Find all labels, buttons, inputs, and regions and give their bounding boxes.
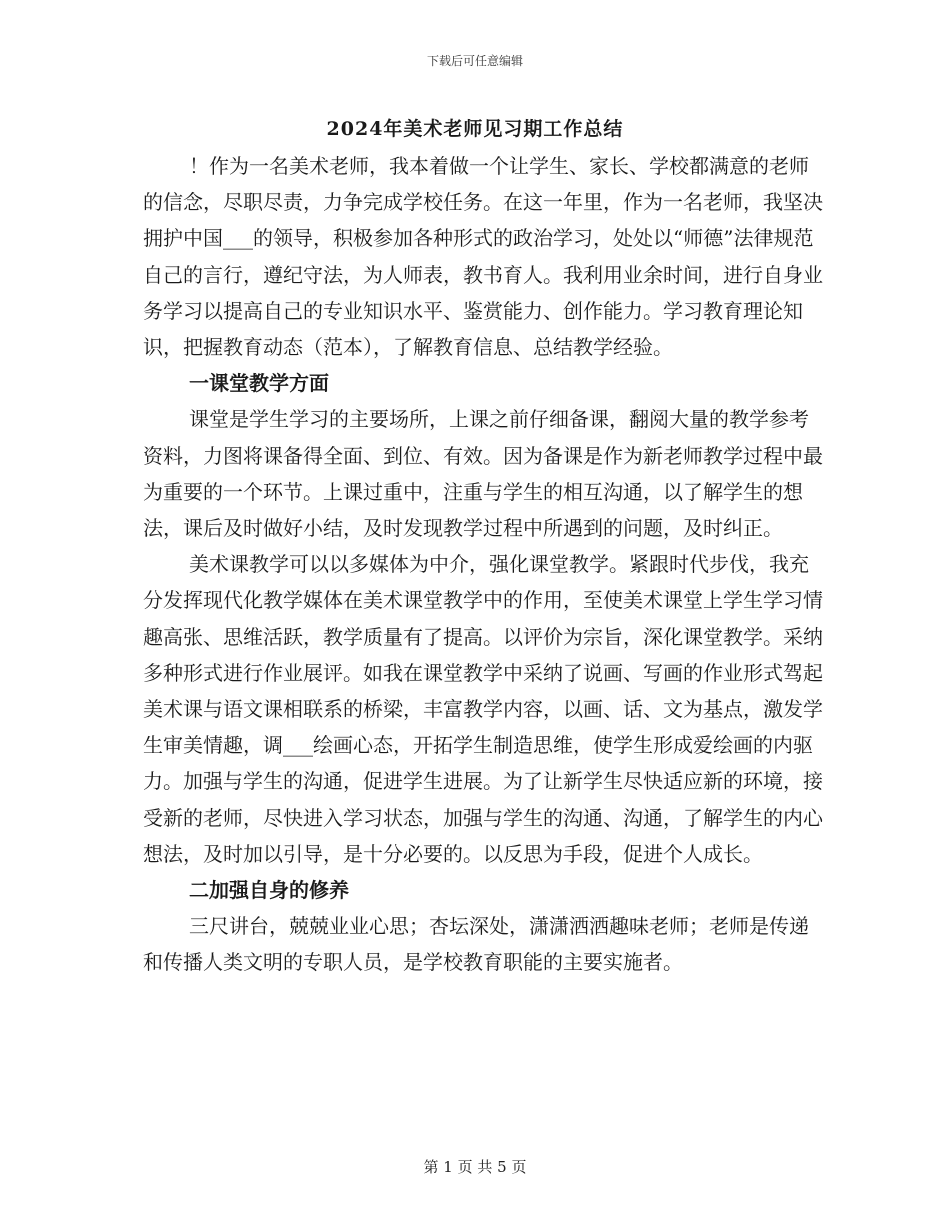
self-cultivation-paragraph-1: 三尺讲台，兢兢业业心思；杏坛深处，潇潇洒洒趣味老师；老师是传递和传播人类文明的专职人员，是学校教育职能的主要实施者。 bbox=[143, 914, 809, 975]
classroom-paragraph-1: 课堂是学生学习的主要场所，上课之前仔细备课，翻阅大量的教学参考资料，力图将课备得全面、到位、有效。因为备课是作为新老师教学过程中最为重要的一个环节。上课过重中，注重与学生的相互沟通，以了解学生的想法，课后及时做好小结，及时发现教学过程中所遇到的问题，及时纠正。 bbox=[143, 407, 823, 541]
document-title: 2024年美术老师见习期工作总结 bbox=[326, 118, 624, 140]
intro-paragraph: ！作为一名美术老师，我本着做一个让学生、家长、学校都满意的老师的信念，尽职尽责，力争完成学校任务。在这一年里，作为一名老师，我坚决拥护中国___的领导，积极参加各种形式的政治学习，处处以“师德”法律规范自己的言行，遵纪守法，为人师表，教书育人。我利用业余时间，进行自身业务学习以提高自己的专业知识水平、鉴赏能力、创作能力。学习教育理论知识，把握教育动态（范本），了解教育信息、总结教学经验。 bbox=[143, 154, 823, 360]
page-number: 第 1 页 共 5 页 bbox=[423, 1158, 527, 1176]
section-heading-self-cultivation: 二加强自身的修养 bbox=[189, 878, 349, 903]
page-header-note: 下载后可任意编辑 bbox=[426, 54, 523, 68]
classroom-paragraph-2: 美术课教学可以以多媒体为中介，强化课堂教学。紧跟时代步伐，我充分发挥现代化教学媒体在美术课堂教学中的作用，至使美术课堂上学生学习情趣高张、思维活跃，教学质量有了提高。以评价为宗旨，深化课堂教学。采纳多种形式进行作业展评。如我在课堂教学中采纳了说画、写画的作业形式驾起美术课与语文课相联系的桥梁，丰富教学内容，以画、话、文为基点，激发学生审美情趣，调___绘画心态，开拓学生制造思维，使学生形成爱绘画的内驱力。加强与学生的沟通，促进学生进展。为了让新学生尽快适应新的环境，接受新的老师，尽快进入学习状态，加强与学生的沟通、沟通，了解学生的内心想法，及时加以引导，是十分必要的。以反思为手段，促进个人成长。 bbox=[143, 552, 823, 866]
document-body bbox=[143, 148, 823, 981]
section-heading-classroom: 一课堂教学方面 bbox=[189, 371, 329, 396]
